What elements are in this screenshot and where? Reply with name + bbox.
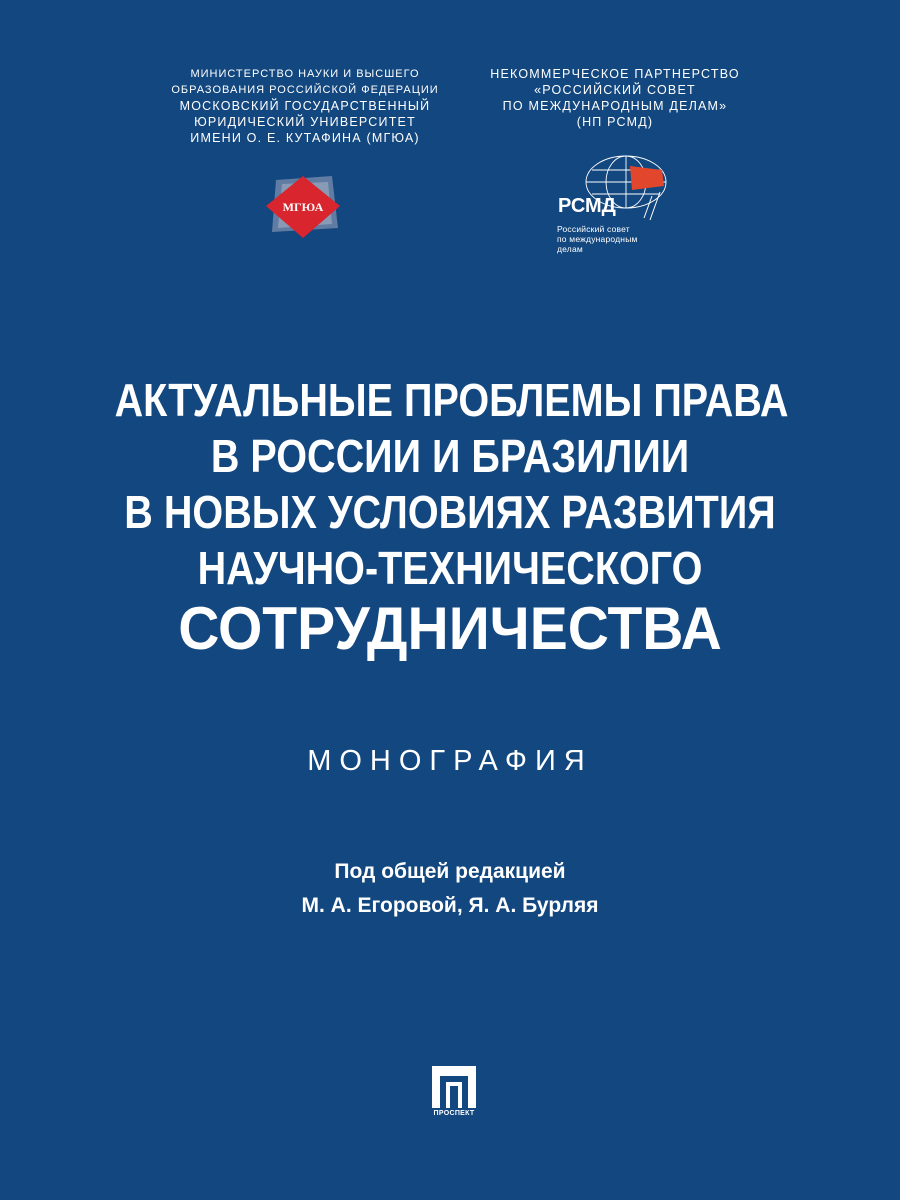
header-line: ОБРАЗОВАНИЯ РОССИЙСКОЙ ФЕДЕРАЦИИ xyxy=(171,84,439,96)
editors-block xyxy=(0,855,900,923)
rsmd-logo-caption xyxy=(557,224,677,254)
header-line: ПО МЕЖДУНАРОДНЫМ ДЕЛАМ» xyxy=(502,99,728,113)
mgua-logo xyxy=(262,172,344,242)
header-line: ЮРИДИЧЕСКИЙ УНИВЕРСИТЕТ xyxy=(194,115,416,129)
title-line: В РОССИИ И БРАЗИЛИИ xyxy=(210,430,690,482)
title-line: АКТУАЛЬНЫЕ ПРОБЛЕМЫ ПРАВА xyxy=(114,374,789,426)
header-line: МИНИСТЕРСТВО НАУКИ И ВЫСШЕГО xyxy=(190,68,420,80)
editors-names: М. А. Егоровой, Я. А. Бурляя xyxy=(301,894,599,917)
title-line: В НОВЫХ УСЛОВИЯХ РАЗВИТИЯ xyxy=(124,486,776,538)
mgua-logo-text: МГЮА xyxy=(282,200,324,214)
title-line: СОТРУДНИЧЕСТВА xyxy=(178,595,722,662)
prospekt-logo-icon xyxy=(426,1064,482,1130)
rsmd-caption-line: делам xyxy=(557,244,583,254)
header-line: ИМЕНИ О. Е. КУТАФИНА (МГЮА) xyxy=(190,131,420,145)
rsmd-caption-line: Российский совет xyxy=(557,224,630,234)
title-line: НАУЧНО-ТЕХНИЧЕСКОГО xyxy=(197,542,703,594)
header-line: «РОССИЙСКИЙ СОВЕТ xyxy=(534,83,696,97)
publisher-name: ПРОСПЕКТ xyxy=(433,1110,475,1117)
header-line: НЕКОММЕРЧЕСКОЕ ПАРТНЕРСТВО xyxy=(490,67,740,81)
book-genre: МОНОГРАФИЯ xyxy=(307,745,593,777)
rsmd-partnership-header xyxy=(460,66,770,130)
header-line: МОСКОВСКИЙ ГОСУДАРСТВЕННЫЙ xyxy=(179,99,431,113)
book-title xyxy=(60,372,840,662)
rsmd-logo-text: РСМД xyxy=(558,195,616,217)
rsmd-caption-line: по международным xyxy=(557,234,638,244)
ministry-university-header xyxy=(150,66,460,146)
header-line: (НП РСМД) xyxy=(576,115,654,129)
editors-heading: Под общей редакцией xyxy=(334,860,566,883)
